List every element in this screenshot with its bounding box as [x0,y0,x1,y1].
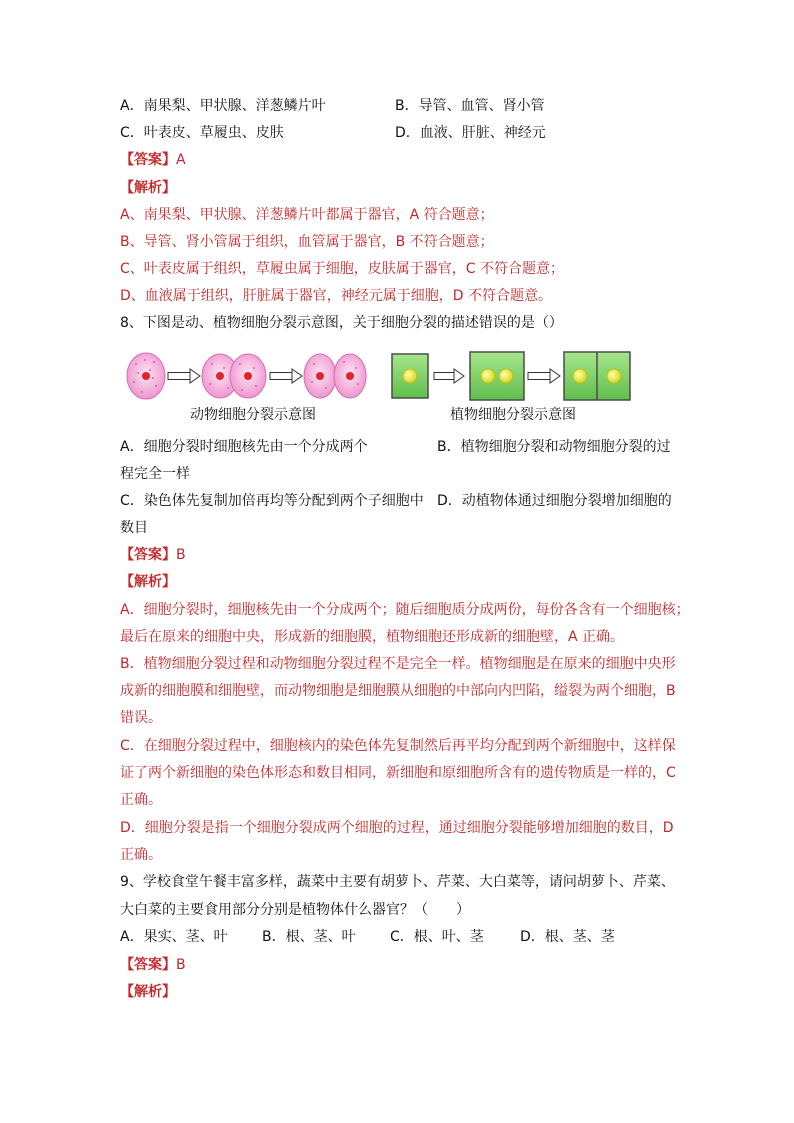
q8-option-d: D．动植物体通过细胞分裂增加细胞的 [437,493,672,509]
q9-answer [120,955,186,975]
q8-analysis-line: 证了两个新细胞的染色体形态和数目相同，新细胞和原细胞所含有的遗传物质是一样的，C [120,765,676,781]
q7-analysis-line: D、血液属于组织，肝脏属于器官，神经元属于细胞，D 不符合题意。 [120,288,553,304]
plant-cell-stage-2 [470,352,524,400]
q9-analysis-tag: 【解析】 [120,984,176,1000]
q8-analysis-line: 错误。 [120,710,162,726]
q9-option-a: A．果实、茎、叶 [120,929,228,945]
q9-option-c: C．根、叶、茎 [390,929,484,945]
q7-answer [120,150,186,170]
q8-analysis-line: 最后在原来的细胞中央，形成新的细胞膜，植物细胞还形成新的细胞壁，A 正确。 [120,629,625,645]
answer-tag: 【答案】 [120,957,176,973]
arrow-icon [168,369,200,383]
arrow-icon [528,369,560,383]
q8-analysis-line: 正确。 [120,792,162,808]
plant-cell-stage-3 [564,352,630,400]
q8-analysis-line: A．细胞分裂时，细胞核先由一个分成两个；随后细胞质分成两份，每份各含有一个细胞核； [120,602,690,618]
q9-stem-continued: 大白菜的主要食用部分分别是植物体什么器官？（ ） [120,902,470,918]
q9-option-b: B．根、茎、叶 [262,929,356,945]
q7-analysis-line: A、南果梨、甲状腺、洋葱鳞片叶都属于器官，A 符合题意； [120,207,494,223]
q8-option-d-continued: 数目 [120,520,148,536]
arrow-icon [270,369,302,383]
q9-stem: 9、学校食堂午餐丰富多样，蔬菜中主要有胡萝卜、芹菜、大白菜等，请问胡萝卜、芹菜、 [120,874,675,890]
animal-cell-stage-3 [304,354,366,398]
answer-tag: 【答案】 [120,547,176,563]
arrow-icon [434,369,464,383]
q7-analysis-line: C、叶表皮属于组织，草履虫属于细胞，皮肤属于器官，C 不符合题意； [120,261,564,277]
q7-option-c: C．叶表皮、草履虫、皮肤 [120,125,284,141]
answer-tag: 【答案】 [120,152,176,168]
q7-option-d: D．血液、肝脏、神经元 [395,125,546,141]
answer-value: B [176,547,186,563]
answer-value: A [176,152,186,168]
animal-cell-stage-1 [127,353,165,399]
plant-caption: 植物细胞分裂示意图 [450,407,576,423]
q8-analysis-line: D．细胞分裂是指一个细胞分裂成两个细胞的过程，通过细胞分裂能够增加细胞的数目，D [120,820,674,836]
q7-analysis-tag: 【解析】 [120,180,176,196]
animal-caption: 动物细胞分裂示意图 [190,407,316,423]
q8-analysis-line: 正确。 [120,847,162,863]
q8-option-b: B．植物细胞分裂和动物细胞分裂的过 [437,439,671,455]
plant-cell-stage-1 [392,354,428,398]
q8-answer [120,545,186,565]
cell-division-figure [120,348,640,404]
q7-option-b: B．导管、血管、肾小管 [395,98,545,114]
q8-option-c: C．染色体先复制加倍再均等分配到两个子细胞中 [120,493,424,509]
q9-option-d: D．根、茎、茎 [520,929,615,945]
animal-cell-stage-2 [202,354,266,398]
q8-analysis-tag: 【解析】 [120,574,176,590]
q7-analysis-line: B、导管、肾小管属于组织，血管属于器官，B 不符合题意； [120,234,494,250]
q8-option-b-continued: 程完全一样 [120,466,190,482]
q8-stem: 8、下图是动、植物细胞分裂示意图，关于细胞分裂的描述错误的是（） [120,315,563,331]
q7-option-a: A．南果梨、甲状腺、洋葱鳞片叶 [120,98,326,114]
q8-option-a: A．细胞分裂时细胞核先由一个分成两个 [120,439,368,455]
cell-division-diagram [120,348,640,408]
q8-analysis-line: B．植物细胞分裂过程和动物细胞分裂过程不是完全一样。植物细胞是在原来的细胞中央形 [120,656,676,672]
q8-analysis-line: C．在细胞分裂过程中，细胞核内的染色体先复制然后再平均分配到两个新细胞中，这样保 [120,738,676,754]
q8-analysis-line: 成新的细胞膜和细胞壁，而动物细胞是细胞膜从细胞的中部向内凹陷，缢裂为两个细胞，B [120,683,676,699]
answer-value: B [176,957,186,973]
